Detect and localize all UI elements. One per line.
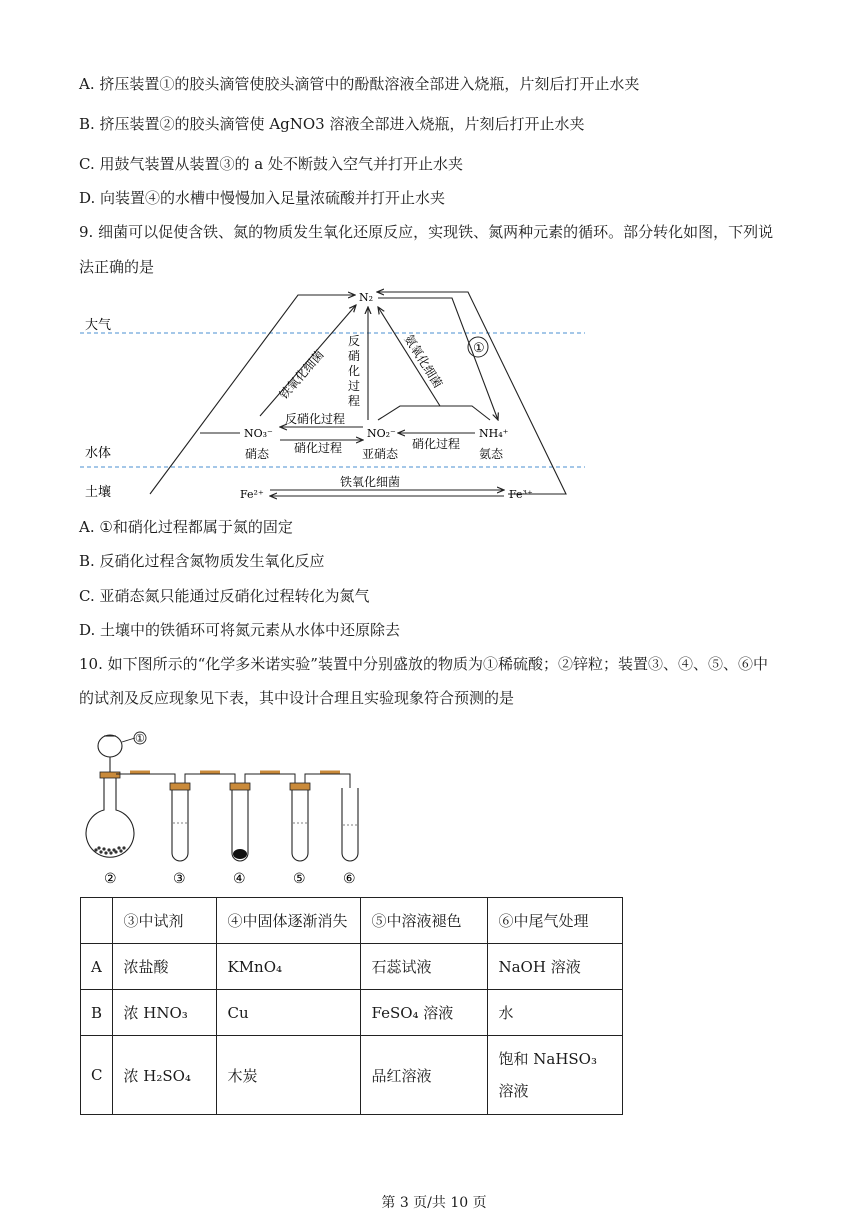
header-cell: ⑤中溶液褪色 [361,898,488,944]
q9-option-d: D. 土壤中的铁循环可将氮元素从水体中还原除去 [79,621,401,639]
table-cell: FeSO₄ 溶液 [361,990,488,1036]
q9-option-a: A. ①和硝化过程都属于氮的固定 [79,518,293,536]
dropping-funnel [98,735,122,757]
page-footer: 第 3 页/共 10 页 [381,1195,487,1211]
label-1: ① [135,732,145,745]
iron-bacteria-diag-label: 铁氧化细菌 [276,347,327,402]
flask [86,778,134,857]
header-cell: ④中固体逐渐消失 [217,898,361,944]
table-cell: KMnO₄ [217,944,361,990]
ammonia-bracket [378,406,490,420]
q10-stem-line2: 的试剂及反应现象见下表，其中设计合理且实验现象符合预测的是 [79,689,515,707]
label-4: ④ [233,871,246,887]
q8-option-a: A. 挤压装置①的胶头滴管使胶头滴管中的酚酞溶液全部进入烧瓶，片刻后打开止水夹 [79,75,640,93]
flask-stopper [100,772,120,778]
table-cell: 浓盐酸 [113,944,217,990]
table-cell: Cu [217,990,361,1036]
table-row [81,990,623,1036]
nitrification-right-label: 硝化过程 [412,437,461,451]
table-cell: 品红溶液 [361,1036,488,1115]
zone-air-label: 大气 [85,318,112,333]
no3-state-label: 硝态 [245,447,270,461]
fe2-label: Fe²⁺ [240,488,264,501]
test-tube-3 [170,783,190,861]
test-tube-6 [342,788,358,861]
table-cell: 浓 HNO₃ [113,990,217,1036]
svg-text:硝: 硝 [348,349,361,363]
header-cell: ⑥中尾气处理 [488,898,623,944]
denitrification-vertical-label [348,334,360,408]
q9-stem-line2: 法正确的是 [79,258,155,276]
iron-oxidizing-label: 铁氧化细菌 [340,475,401,489]
label-5: ⑤ [293,871,306,887]
n2-label: N₂ [359,291,374,304]
q10-options-table [80,897,623,1115]
q8-option-b: B. 挤压装置②的胶头滴管使 AgNO3 溶液全部进入烧瓶，片刻后打开止水夹 [79,115,585,133]
zone-soil-label: 土壤 [85,485,112,500]
no2-label: NO₂⁻ [367,427,396,440]
header-cell [81,898,113,944]
table-row [81,1036,623,1115]
table-cell: 水 [488,990,623,1036]
nh4-state-label: 氨态 [479,447,504,461]
q8-option-c: C. 用鼓气装置从装置③的 a 处不断鼓入空气并打开止水夹 [79,155,463,173]
q9-option-c: C. 亚硝态氮只能通过反硝化过程转化为氮气 [79,587,370,605]
test-tube-4 [230,783,250,861]
table-cell: NaOH 溶液 [488,944,623,990]
label-2: ② [104,871,117,887]
svg-text:化: 化 [348,364,361,378]
table-header-row [81,898,623,944]
header-cell: ③中试剂 [113,898,217,944]
table-cell: 木炭 [217,1036,361,1115]
table-cell: 饱和 NaHSO₃ 溶液 [488,1036,623,1115]
q8-option-d: D. 向装置④的水槽中慢慢加入足量浓硫酸并打开止水夹 [79,189,446,207]
table-cell: A [81,944,113,990]
table-row [81,944,623,990]
q9-option-b: B. 反硝化过程含氮物质发生氧化反应 [79,552,325,570]
table-cell: C [81,1036,113,1115]
nh4-label: NH₄⁺ [479,427,509,440]
nitrogen-iron-cycle-diagram [80,280,600,512]
left-outer-arrow [150,295,355,494]
table-cell: B [81,990,113,1036]
nitrification-left-label: 硝化过程 [294,441,343,455]
table-cell: 石蕊试液 [361,944,488,990]
ammonia-oxidizing-arrow [378,307,440,406]
zinc-granules [94,846,125,854]
q9-stem-line1: 9. 细菌可以促使含铁、氮的物质发生氧化还原反应，实现铁、氮两种元素的循环。部分转化如图，下列说 [79,223,774,241]
circle1-label: ① [473,341,485,356]
label-6: ⑥ [343,871,356,887]
zone-water-label: 水体 [85,446,112,461]
q10-stem-line1: 10. 如下图所示的“化学多米诺实验”装置中分别盛放的物质为①稀硫酸；②锌粒；装置③、④、⑤、⑥中 [79,655,768,673]
svg-text:程: 程 [348,394,361,408]
no2-state-label: 亚硝态 [362,447,399,461]
ammonia-oxidizing-label: 氨氧化细菌 [401,332,446,391]
table-cell: 浓 H₂SO₄ [113,1036,217,1115]
svg-text:反: 反 [348,334,361,348]
denitrification-h-label: 反硝化过程 [285,412,346,426]
label-3: ③ [173,871,186,887]
fe3-label: Fe³⁺ [509,488,533,501]
test-tube-5 [290,783,310,861]
no3-label: NO₃⁻ [244,427,273,440]
domino-apparatus-diagram [80,728,380,888]
right-outer-arrow [377,292,566,494]
svg-text:过: 过 [348,379,361,393]
